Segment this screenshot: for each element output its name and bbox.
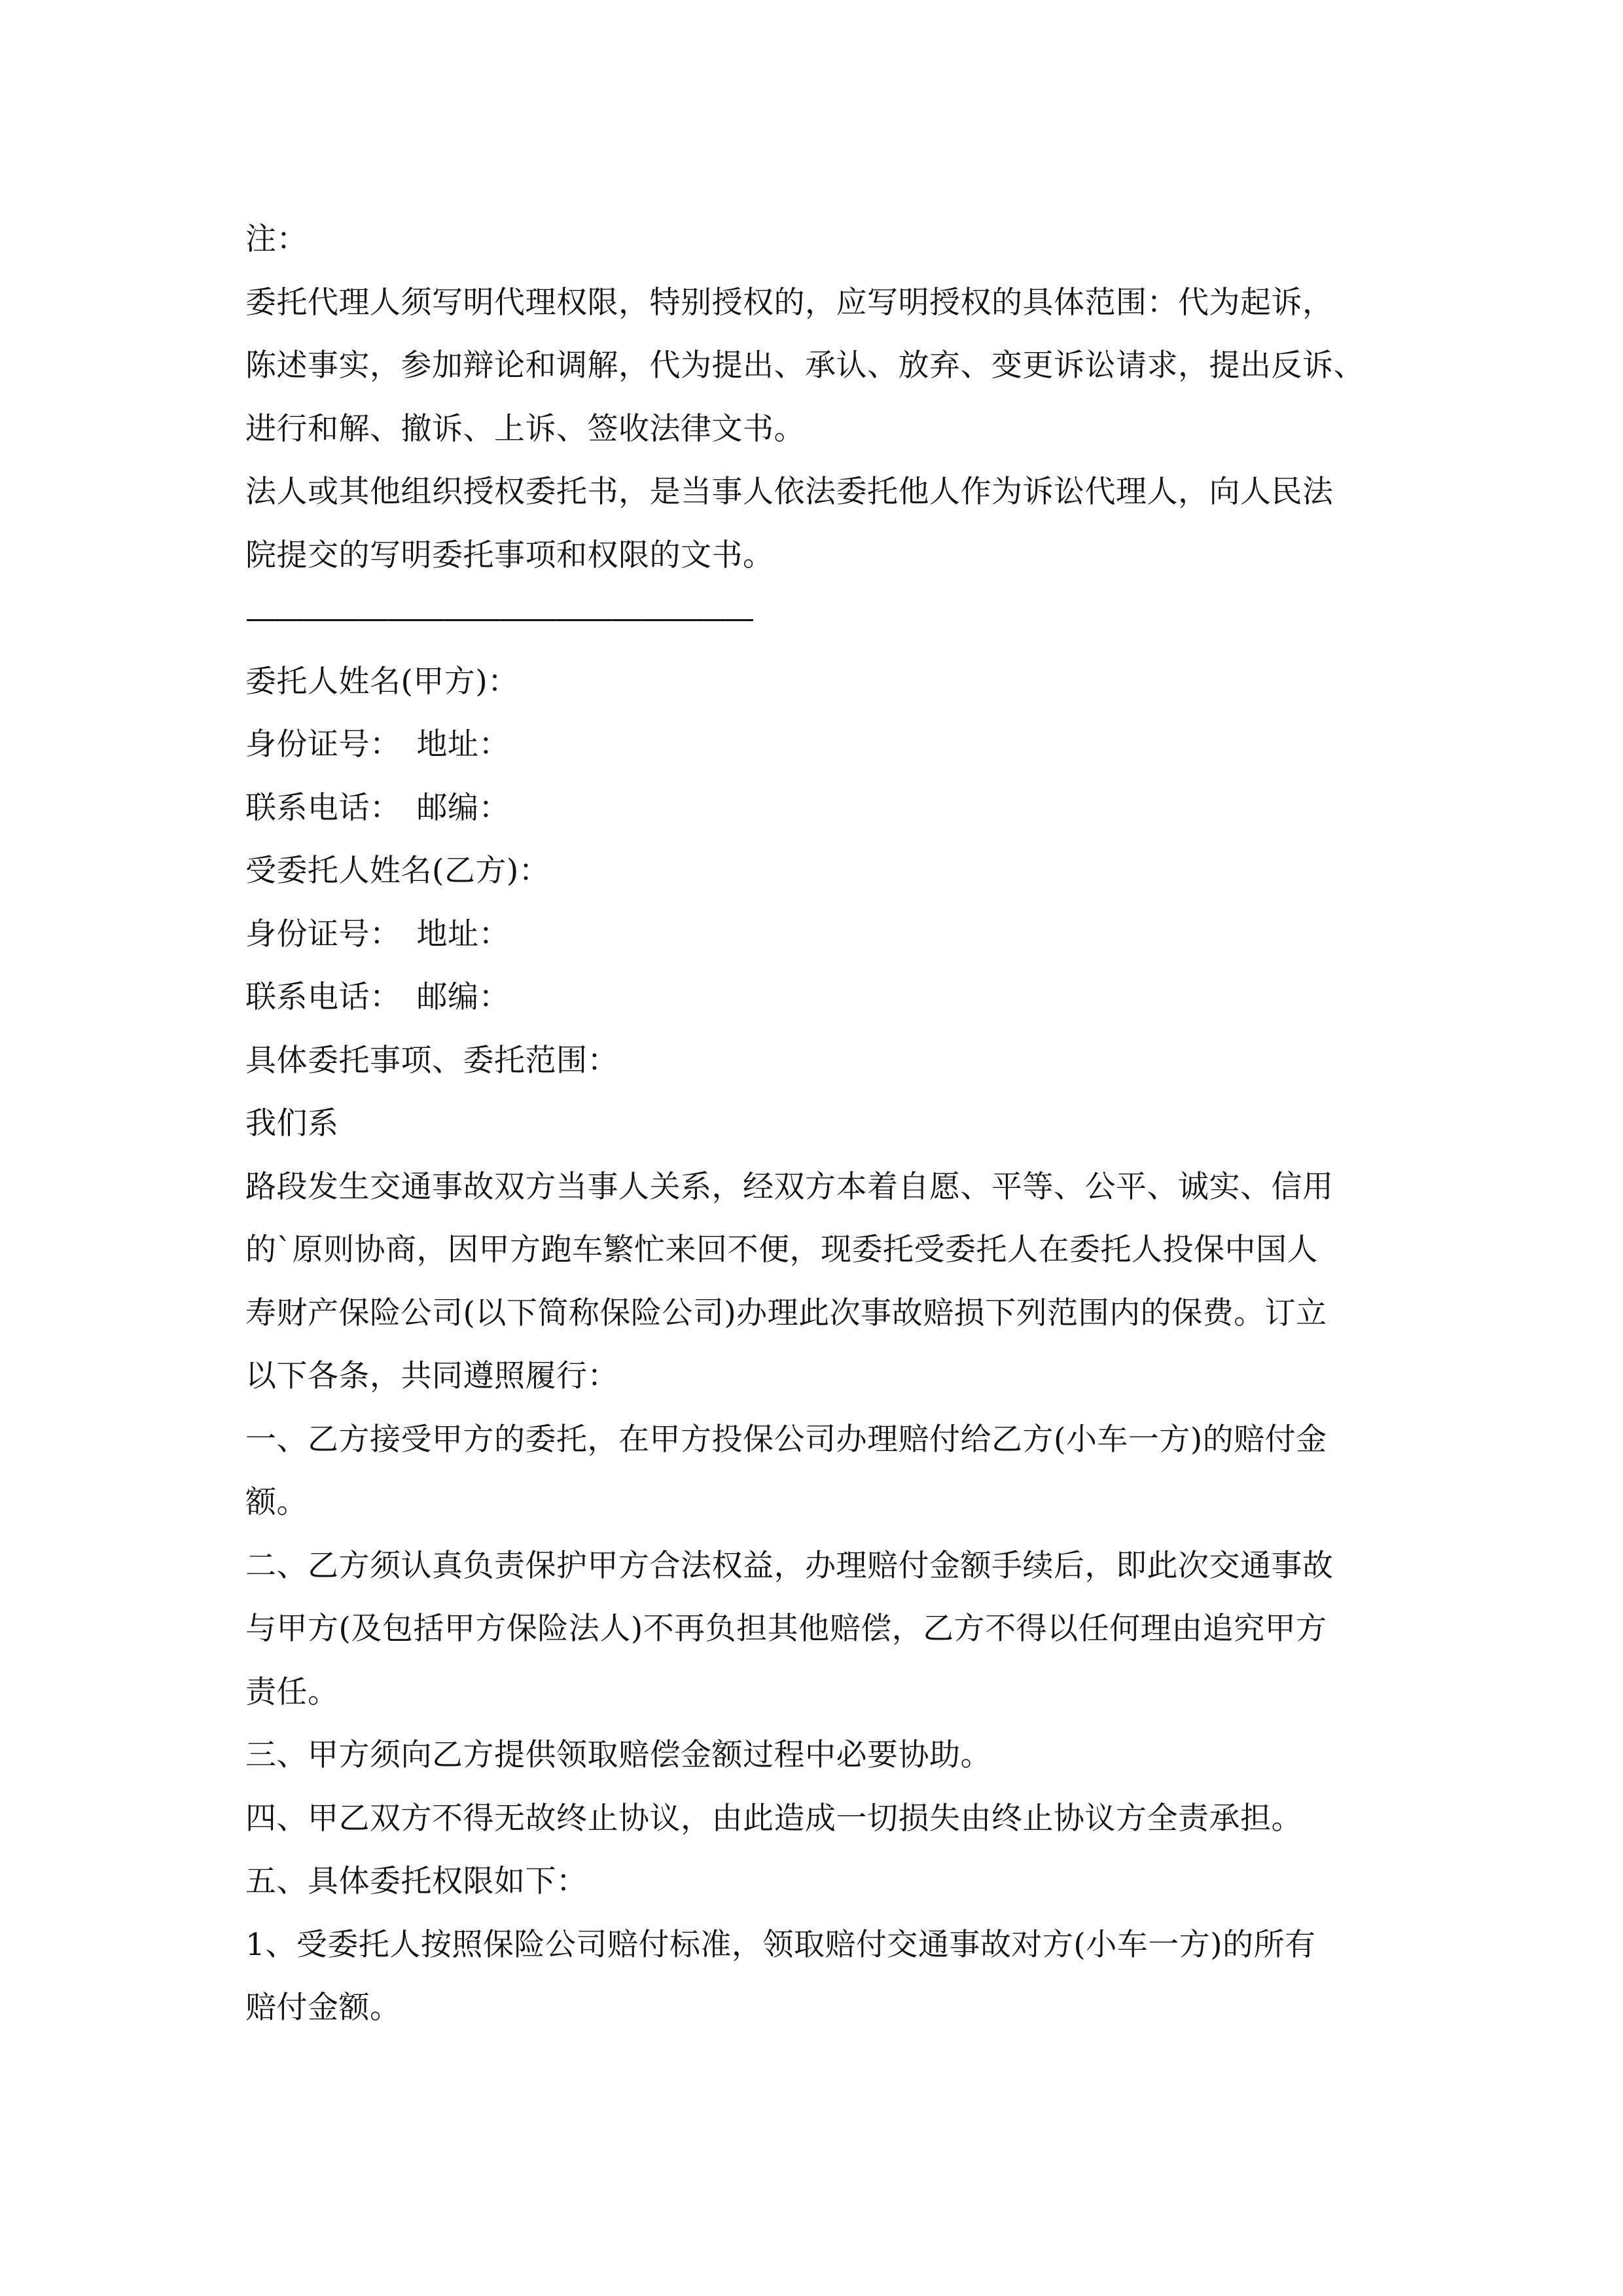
clause-2-line-3: 责任。 [245, 1674, 339, 1710]
clause-5-heading: 五、具体委托权限如下： [245, 1863, 588, 1899]
sub-clause-1-line-2: 赔付金额。 [245, 1990, 401, 2026]
body-line-5: 以下各条，共同遵照履行： [245, 1358, 618, 1394]
clause-1-line-1: 一、乙方接受甲方的委托，在甲方投保公司办理赔付给乙方(小车一方)的赔付金 [245, 1421, 1327, 1458]
body-line-3: 的`原则协商，因甲方跑车繁忙来回不便，现委托受委托人在委托人投保中国人 [245, 1232, 1318, 1268]
agent-phone-postcode-label: 联系电话： 邮编： [245, 979, 510, 1015]
body-line-1: 我们系 [245, 1105, 339, 1141]
document-body [245, 208, 1423, 2040]
scope-heading: 具体委托事项、委托范围： [245, 1042, 618, 1079]
principal-name-label: 委托人姓名(甲方)： [245, 663, 519, 700]
sub-clause-1-line-1: 1、受委托人按照保险公司赔付标准，领取赔付交通事故对方(小车一方)的所有 [245, 1926, 1316, 1963]
clause-3: 三、甲方须向乙方提供领取赔偿金额过程中必要协助。 [245, 1737, 991, 1773]
body-line-4: 寿财产保险公司(以下简称保险公司)办理此次事故赔损下列范围内的保费。订立 [245, 1295, 1327, 1331]
clause-1-line-2: 额。 [245, 1484, 308, 1520]
note-paragraph-2-line-2: 院提交的写明委托事项和权限的文书。 [245, 537, 774, 573]
note-paragraph-1-line-3: 进行和解、撤诉、上诉、签收法律文书。 [245, 410, 805, 447]
note-paragraph-1-line-1: 委托代理人须写明代理权限，特别授权的，应写明授权的具体范围：代为起诉， [245, 284, 1334, 321]
note-paragraph-1-line-2: 陈述事实，参加辩论和调解，代为提出、承认、放弃、变更诉讼请求，提出反诉、 [245, 348, 1364, 384]
note-paragraph-2-line-1: 法人或其他组织授权委托书，是当事人依法委托他人作为诉讼代理人，向人民法 [245, 474, 1334, 510]
note-heading: 注： [245, 221, 308, 257]
clause-2-line-2: 与甲方(及包括甲方保险法人)不再负担其他赔偿，乙方不得以任何理由追究甲方 [245, 1611, 1327, 1647]
body-line-2: 路段发生交通事故双方当事人关系，经双方本着自愿、平等、公平、诚实、信用 [245, 1168, 1334, 1205]
agent-id-address-label: 身份证号： 地址： [245, 916, 510, 952]
agent-name-label: 受委托人姓名(乙方)： [245, 853, 550, 889]
clause-4: 四、甲乙双方不得无故终止协议，由此造成一切损失由终止协议方全责承担。 [245, 1800, 1302, 1837]
principal-id-address-label: 身份证号： 地址： [245, 726, 510, 762]
separator-rule: —————————————————— [245, 600, 752, 636]
principal-phone-postcode-label: 联系电话： 邮编： [245, 789, 510, 826]
clause-2-line-1: 二、乙方须认真负责保护甲方合法权益，办理赔付金额手续后，即此次交通事故 [245, 1547, 1334, 1584]
